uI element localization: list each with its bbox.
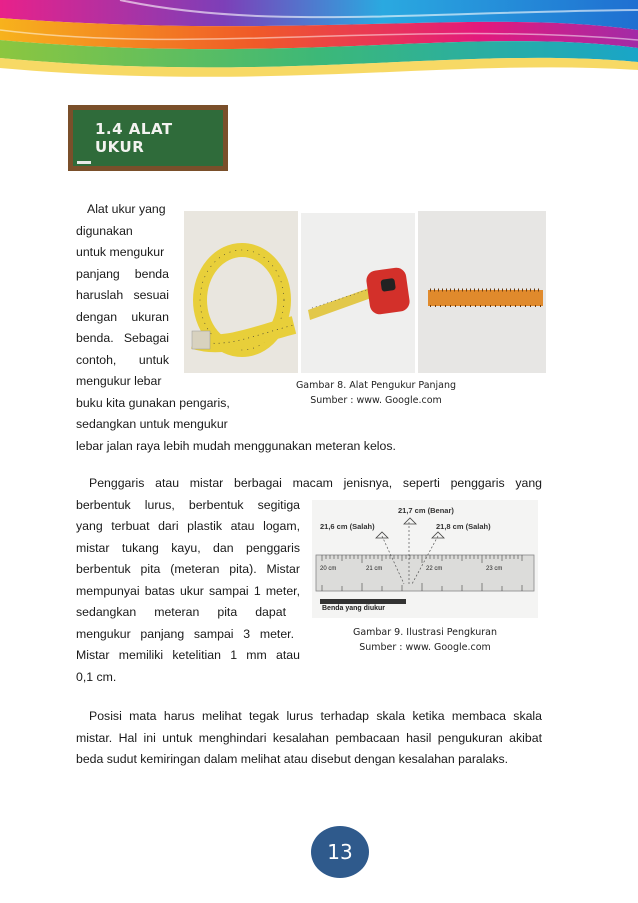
text-line: mengukur lebar bbox=[76, 374, 162, 388]
text-line: mistar. Hal ini untuk menghindari kesalahan pembacaan hasil pengukuran akibat bbox=[76, 730, 542, 745]
tape-measure-photo bbox=[184, 211, 298, 373]
text-line: 0,1 cm. bbox=[76, 669, 117, 684]
text-line: Mistar memiliki ketelitian 1 mm atau bbox=[76, 648, 300, 662]
figure-9-illustration bbox=[312, 500, 538, 618]
wooden-ruler-photo bbox=[418, 211, 546, 373]
text-line: Alat ukur yang bbox=[87, 202, 166, 216]
text-line: yang terbuat dari plastik atau logam, bbox=[76, 519, 300, 533]
text-line: benda. Sebagai bbox=[76, 331, 169, 345]
text-line: contoh, untuk bbox=[76, 352, 169, 367]
page-number-badge bbox=[311, 826, 369, 878]
text-line: berbentuk pita (meteran pita). Mistar bbox=[76, 562, 300, 576]
text-line: mempunyai batas ukur sampai 1 meter, bbox=[76, 583, 300, 598]
red-measuring-tape-photo bbox=[301, 213, 415, 373]
section-heading-board bbox=[68, 105, 228, 171]
decorative-header-banner bbox=[0, 0, 638, 95]
figure-8-photos bbox=[184, 205, 546, 373]
text-line: Penggaris atau mistar berbagai macam jenisnya, seperti penggaris yang bbox=[89, 476, 542, 490]
text-line: untuk mengukur bbox=[76, 245, 165, 259]
text-line: lebar jalan raya lebih mudah menggunakan meteran kelos. bbox=[76, 438, 396, 453]
figure-9-caption-title: Gambar 9. Ilustrasi Pengkuran bbox=[352, 627, 498, 638]
text-line: mistar tukang kayu, dan penggaris bbox=[76, 540, 300, 555]
paragraph-paralaks bbox=[76, 706, 542, 771]
figure-8-caption bbox=[266, 378, 486, 408]
text-line: haruslah sesuai bbox=[76, 288, 169, 302]
text-line: beda sudut kemiringan dalam melihat atau disebut dengan kesalahan paralaks. bbox=[76, 752, 509, 766]
label-wrong-right-reading: 21,8 cm (Salah) bbox=[436, 522, 491, 531]
label-wrong-left-reading: 21,6 cm (Salah) bbox=[320, 522, 375, 531]
text-line: berbentuk lurus, berbentuk segitiga bbox=[76, 497, 300, 512]
page-number: 13 bbox=[327, 840, 353, 864]
text-line: Posisi mata harus melihat tegak lurus terhadap skala ketika membaca skala bbox=[89, 709, 542, 723]
label-correct-reading: 21,7 cm (Benar) bbox=[398, 506, 454, 515]
text-line: sedangkan meteran pita dapat bbox=[76, 605, 286, 619]
text-line: digunakan bbox=[76, 223, 133, 238]
text-line: mengukur panjang sampai 3 meter. bbox=[76, 626, 294, 641]
object-label: Benda yang diukur bbox=[322, 605, 386, 612]
section-title: 1.4 ALAT UKUR bbox=[95, 120, 173, 156]
ruler-tick-label: 20 cm bbox=[320, 566, 337, 572]
text-line: panjang benda bbox=[76, 266, 169, 281]
figure-9-caption-source: Sumber : www. Google.com bbox=[359, 642, 491, 653]
ruler-tick-label: 22 cm bbox=[426, 566, 443, 572]
text-line: buku kita gunakan pengaris, bbox=[76, 395, 230, 410]
figure-9-caption bbox=[320, 625, 530, 655]
figure-8-caption-source: Sumber : www. Google.com bbox=[310, 395, 442, 406]
text-line: sedangkan untuk mengukur bbox=[76, 417, 228, 431]
ruler-tick-label: 21 cm bbox=[366, 566, 383, 572]
text-line: dengan ukuran bbox=[76, 309, 169, 324]
figure-8-caption-title: Gambar 8. Alat Pengukur Panjang bbox=[295, 380, 457, 391]
ruler-tick-label: 23 cm bbox=[486, 566, 503, 572]
chalk-decoration bbox=[77, 161, 91, 164]
